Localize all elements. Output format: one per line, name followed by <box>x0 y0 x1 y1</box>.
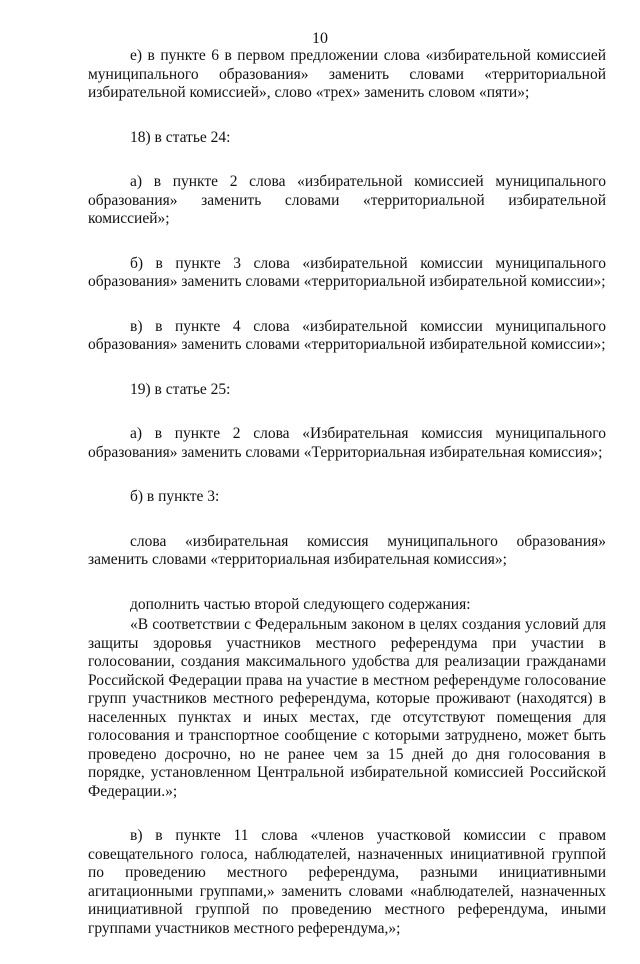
paragraph-quoted-text: «В соответствии с Федеральным законом в целях создания условий для защиты здоровья участников местного референдума при участии в голосовании, создания максимального удобства для реализации гражданами Российской Федерации права на участие в местном референдуме голосование групп участников местного референдума, которые проживают (находятся) в населенных пунктах и иных местах, где отсутствуют помещения для голосования и транспортное сообщение с которыми затруднено, может быть проведено досрочно, но не ранее чем за 15 дней до дня голосования в порядке, установленном Центральной избирательной комиссией Российской Федерации.»; <box>88 616 606 800</box>
paragraph-item-a-article-25: а) в пункте 2 слова «Избирательная комиссия муниципального образования» заменить словами «Территориальная избирательная комиссия»; <box>88 425 606 461</box>
paragraph-item-b-point-3: б) в пункте 3 слова «избирательной комиссии муниципального образования» заменить словами «территориальной избирательной комиссии»; <box>88 254 606 290</box>
paragraph-article-25-heading: 19) в статье 25: <box>130 380 231 398</box>
page-number: 10 <box>312 30 328 47</box>
paragraph-item-a-point-2: а) в пункте 2 слова «избирательной комиссией муниципального образования» заменить словами «территориальной избирательной комиссией»; <box>88 173 606 227</box>
paragraph-article-24-heading: 18) в статье 24: <box>130 128 231 146</box>
paragraph-replace-words: слова «избирательная комиссия муниципального образования» заменить словами «территориальная избирательная комиссия»; <box>88 532 606 568</box>
paragraph-item-v-point-11: в) в пункте 11 слова «членов участковой комиссии с правом совещательного голоса, наблюдателей, назначенных инициативной группой по проведению местного референдума, разными инициативными агитационными группами,» заменить словами «наблюдателей, назначенных инициативной группой по проведению местного референдума, иными группами участников местного референдума,»; <box>88 827 606 937</box>
paragraph-item-b-article-25: б) в пункте 3: <box>130 488 220 505</box>
paragraph-add-part-two: дополнить частью второй следующего содержания: <box>130 595 471 613</box>
paragraph-item-e-point-6: е) в пункте 6 в первом предложении слова «избирательной комиссией муниципального образования» заменить словами «территориальной избирательной комиссией», слово «трех» заменить словом «пяти»; <box>88 47 606 101</box>
document-body <box>88 47 606 964</box>
paragraph-item-v-point-4: в) в пункте 4 слова «избирательной комиссии муниципального образования» заменить словами «территориальной избирательной комиссии»; <box>88 317 606 353</box>
